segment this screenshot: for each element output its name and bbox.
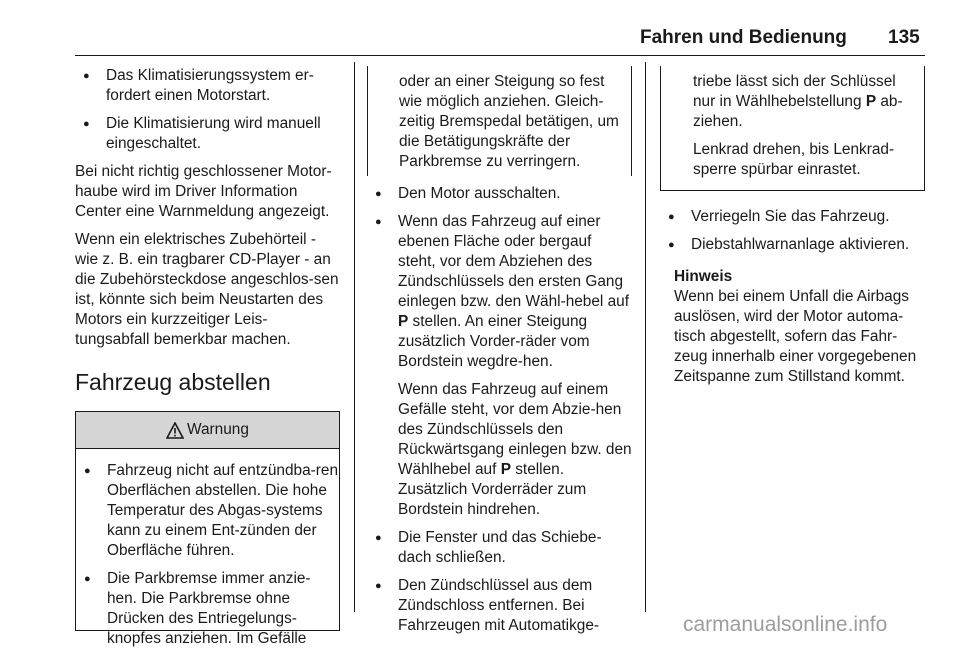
list-item: ● Wenn das Fahrzeug auf einer ebenen Fläche oder bergauf steht, vor dem Abziehen des Zündschlüssels den ersten Gang einlegen bzw. den Wähl-hebel auf P stellen. An einer Steigung zusätzlich Vorder-räder vom Bordstein wegdre-hen.	[367, 212, 632, 372]
gear-position-p: P	[398, 313, 409, 330]
gear-position-p: P	[865, 93, 877, 110]
list-item: ● Den Zündschlüssel aus dem Zündschloss entfernen. Bei Fahrzeugen mit Automatikge-	[367, 576, 632, 636]
paragraph: triebe lässt sich der Schlüssel nur in Wählhebelstellung P ab-ziehen.	[693, 73, 903, 130]
warning-label: Warnung	[187, 421, 249, 438]
list-item: ● Den Motor ausschalten.	[367, 184, 632, 204]
warning-box-continued	[367, 66, 632, 176]
list-item: ● Fahrzeug nicht auf entzündba-ren Oberflächen abstellen. Die hohe Temperatur des Abgas-systems kann zu einem Ent-zünden der Oberfläche führen.	[76, 461, 339, 561]
list-item: ● Verriegeln Sie das Fahrzeug.	[660, 207, 925, 227]
paragraph: Bei nicht richtig geschlossener Motor-haube wird im Driver Information Center eine Warnmeldung angezeigt.	[75, 163, 332, 220]
note-title: Hinweis	[674, 268, 733, 285]
list-item: ● Die Klimatisierung wird manuell eingeschaltet.	[75, 114, 340, 154]
info-box-continued	[660, 66, 925, 191]
warning-box	[75, 411, 340, 647]
column-2	[367, 66, 632, 644]
warning-triangle-icon	[166, 422, 184, 439]
note	[660, 267, 925, 387]
list-item: ● Diebstahlwarnanlage aktivieren.	[660, 235, 925, 255]
note-text: Wenn bei einem Unfall die Airbags auslösen, wird der Motor automa-tisch abgestellt, sofern das Fahr-zeug innerhalb einer vorgegebenen Zeitspanne zum Stillstand kommt.	[674, 288, 917, 385]
chapter-title: Fahren und Bedienung	[640, 27, 847, 48]
paragraph: Wenn ein elektrisches Zubehörteil - wie z. B. ein tragbarer CD-Player - an die Zubehörsteckdose angeschlos-sen ist, könnte sich beim Neustarten des Motors ein kurzzeitiger Leis-tungsabfall bemerkbar machen.	[75, 231, 339, 348]
warning-header	[76, 411, 339, 449]
watermark: carmanualsonline.info	[683, 613, 888, 636]
page-number: 135	[888, 27, 920, 48]
gear-position-p: P	[500, 461, 511, 478]
header-rule	[75, 55, 925, 56]
column-1	[75, 66, 340, 647]
column-divider-1	[354, 62, 355, 612]
list-item: ● Die Parkbremse immer anzie-hen. Die Parkbremse ohne Drücken des Entriegelungs-knopfes anziehen. Im Gefälle	[76, 569, 339, 649]
paragraph: oder an einer Steigung so fest wie möglich anziehen. Gleich-zeitig Bremspedal betätigen, um die Betätigungskräfte der Parkbremse zu verringern.	[399, 73, 619, 170]
paragraph: Lenkrad drehen, bis Lenkrad-sperre spürbar einrastet.	[693, 141, 895, 178]
section-heading: Fahrzeug abstellen	[75, 369, 271, 395]
list-item: ● Die Fenster und das Schiebe-dach schließen.	[367, 528, 632, 568]
column-3	[660, 66, 925, 387]
column-divider-2	[645, 62, 646, 612]
paragraph: Wenn das Fahrzeug auf einem Gefälle steht, vor dem Abzie-hen des Zündschlüssels den Rückwärtsgang einlegen bzw. den Wählhebel auf P stellen. Zusätzlich Vorderräder zum Bordstein hindrehen.	[398, 381, 632, 518]
list-item: ● Das Klimatisierungssystem er-fordert einen Motorstart.	[75, 66, 340, 106]
